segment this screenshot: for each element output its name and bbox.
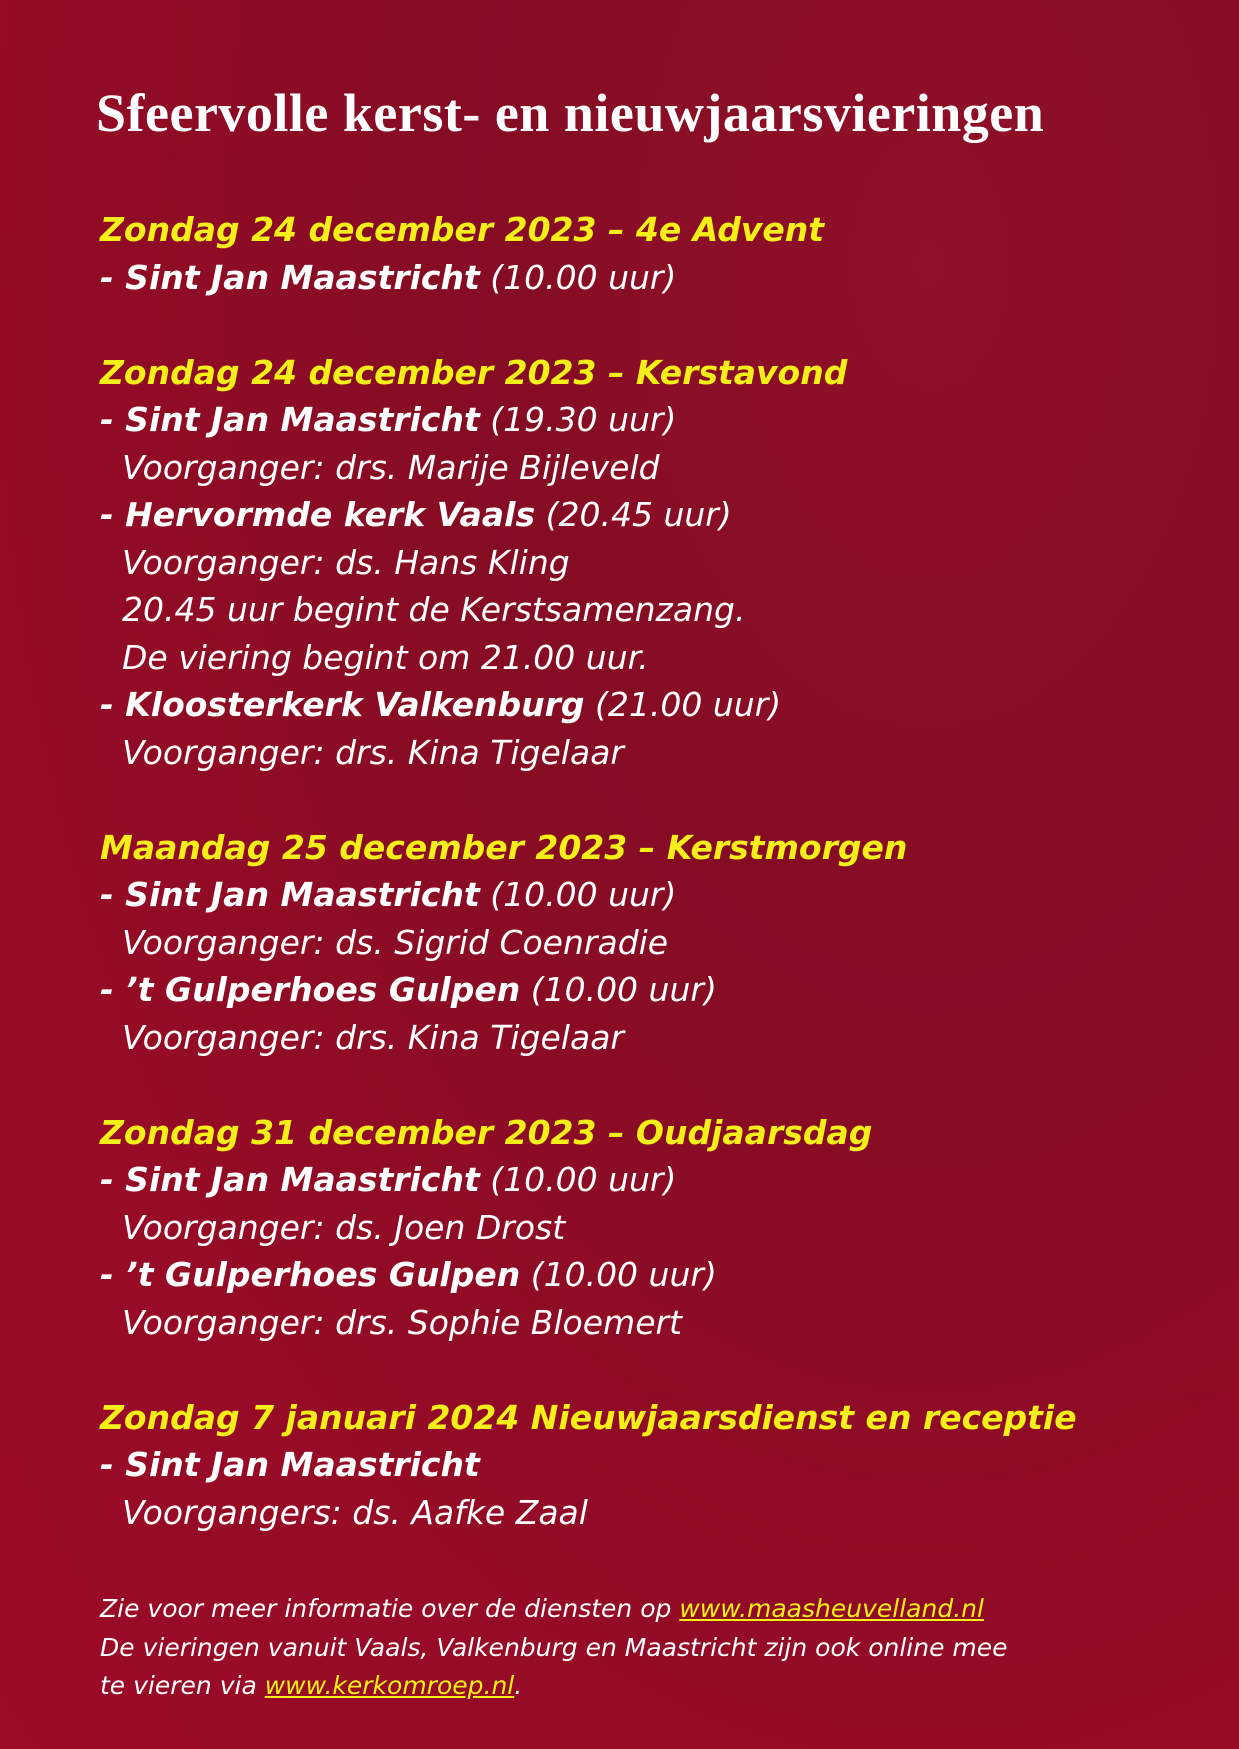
service-day-heading: Maandag 25 december 2023 – Kerstmorgen — [100, 827, 908, 867]
service-note: Voorganger: ds. Joen Drost — [122, 1207, 566, 1247]
service-time: (20.45 uur) — [535, 495, 732, 534]
service-day — [100, 1109, 1199, 1347]
church-name: - Sint Jan Maastricht — [100, 400, 480, 439]
service-entry — [100, 1251, 1199, 1299]
church-name: - Kloosterkerk Valkenburg — [100, 685, 585, 724]
service-entry — [100, 396, 1199, 444]
footer-line — [100, 1667, 1008, 1706]
service-entry — [100, 871, 1199, 919]
service-note: Voorganger: ds. Hans Kling — [122, 542, 570, 582]
service-time: (19.30 uur) — [479, 400, 677, 439]
service-note: Voorganger: drs. Sophie Bloemert — [122, 1302, 683, 1342]
kerkomroep-link[interactable]: www.kerkomroep.nl — [264, 1671, 515, 1700]
services-list — [100, 206, 1199, 1584]
service-note: Voorgangers: ds. Aafke Zaal — [122, 1492, 588, 1532]
service-note: Voorganger: ds. Sigrid Coenradie — [122, 922, 669, 962]
service-entry — [100, 966, 1199, 1014]
service-note: De viering begint om 21.00 uur. — [122, 637, 649, 677]
service-entry — [100, 254, 1199, 302]
footer-text: Zie voor meer informatie over de diensten op — [100, 1594, 680, 1623]
service-time: (10.00 uur) — [479, 257, 677, 297]
footer-line: De vieringen vanuit Vaals, Valkenburg en Maastricht zijn ook online mee — [100, 1632, 1008, 1662]
service-time: (21.00 uur) — [584, 685, 782, 724]
service-day — [100, 349, 1199, 777]
church-name: - Sint Jan Maastricht — [100, 1160, 480, 1199]
church-name: - Hervormde kerk Vaals — [100, 495, 536, 534]
service-time: (10.00 uur) — [520, 1255, 717, 1294]
church-name: - Sint Jan Maastricht — [100, 875, 480, 914]
footer-info — [100, 1590, 1008, 1706]
service-entry — [100, 1441, 1199, 1489]
footer-text: . — [514, 1671, 523, 1700]
service-note: Voorganger: drs. Kina Tigelaar — [122, 1017, 624, 1057]
service-day — [100, 206, 1199, 301]
service-day-heading: Zondag 24 december 2023 – Kerstavond — [100, 352, 848, 392]
service-entry — [100, 491, 1199, 539]
service-day-heading: Zondag 31 december 2023 – Oudjaarsdag — [100, 1112, 873, 1152]
service-time: (10.00 uur) — [479, 875, 677, 914]
service-note: 20.45 uur begint de Kerstsamenzang. — [122, 590, 746, 629]
church-name: - Sint Jan Maastricht — [100, 257, 480, 297]
service-time: (10.00 uur) — [479, 1160, 677, 1199]
footer-line — [100, 1590, 1008, 1629]
service-entry — [100, 1156, 1199, 1204]
service-note: Voorganger: drs. Marije Bijleveld — [122, 447, 660, 487]
service-note: Voorganger: drs. Kina Tigelaar — [122, 732, 624, 772]
service-day-heading: Zondag 7 januari 2024 Nieuwjaarsdienst en receptie — [100, 1397, 1077, 1437]
church-name: - ’t Gulperhoes Gulpen — [100, 970, 521, 1009]
church-name: - ’t Gulperhoes Gulpen — [100, 1255, 521, 1294]
footer-text: te vieren via — [100, 1671, 265, 1700]
service-day — [100, 824, 1199, 1062]
service-entry — [100, 681, 1199, 729]
service-day — [100, 1394, 1199, 1537]
service-day-heading: Zondag 24 december 2023 – 4e Advent — [100, 210, 825, 249]
page-title: Sfeervolle kerst- en nieuwjaarsvieringen — [96, 83, 1045, 143]
church-name: - Sint Jan Maastricht — [100, 1445, 480, 1484]
maasheuvelland-link[interactable]: www.maasheuvelland.nl — [679, 1594, 984, 1623]
service-time: (10.00 uur) — [520, 970, 717, 1009]
